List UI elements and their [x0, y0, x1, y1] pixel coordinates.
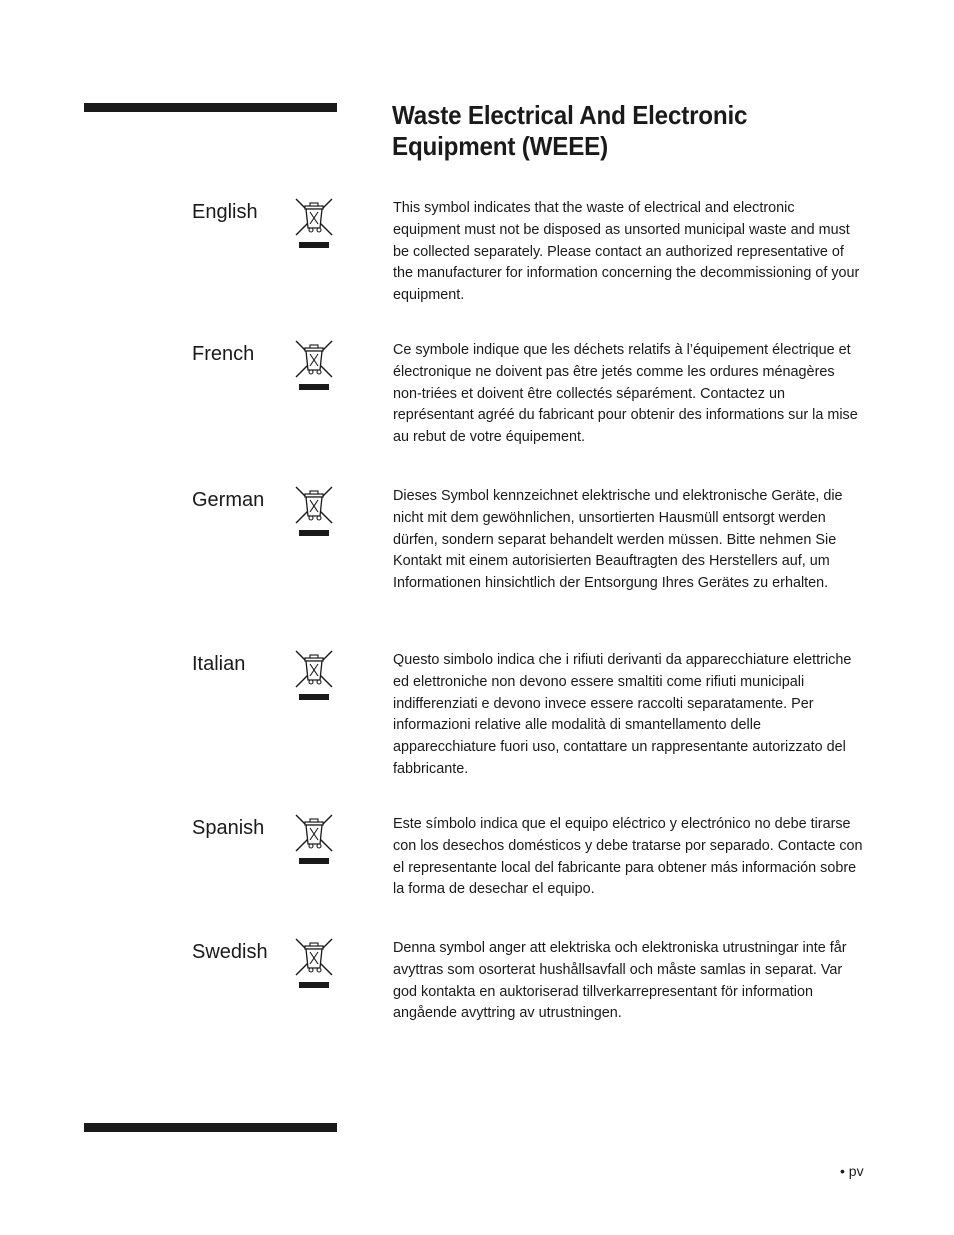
weee-bin-icon: [294, 486, 334, 542]
top-rule: [84, 103, 337, 112]
page-title: Waste Electrical And Electronic Equipment (WEEE): [392, 100, 748, 161]
weee-bin-icon: [294, 340, 334, 396]
language-label: German: [192, 489, 265, 511]
language-label: Swedish: [192, 941, 268, 963]
section-text: Denna symbol anger att elektriska och elektroniska utrustningar inte får avyttras som osorterat hushållsavfall och måste samlas in separat. Var god kontakta en auktoriserad tillverkarrepresentant för information angående avyttring av utrustningen.: [393, 940, 847, 1022]
section-text: This symbol indicates that the waste of electrical and electronic equipment must not be disposed as unsorted municipal waste and must be collected separately. Please contact an authorized representative of the manufacturer for information concerning the decommissioning of your equipment.: [393, 200, 860, 304]
language-label: English: [192, 201, 258, 223]
weee-bin-icon: [294, 938, 334, 994]
language-label: French: [192, 343, 255, 365]
language-label: Italian: [192, 653, 246, 675]
page-number: • pv: [840, 1163, 864, 1179]
language-label: Spanish: [192, 817, 265, 839]
bottom-rule: [84, 1123, 337, 1132]
weee-bin-icon: [294, 814, 334, 870]
section-text: Questo simbolo indica che i rifiuti derivanti da apparecchiature elettriche ed elettroniche non devono essere smaltiti come rifiuti municipali indifferenziati e devono invece essere raccolti separatamente. Per informazioni relative alle modalità di smantellamento delle apparecchiature fuori uso, contattare un rappresentante autorizzato del fabbricante.: [393, 652, 852, 777]
section-text: Este símbolo indica que el equipo eléctrico y electrónico no debe tirarse con los desechos domésticos y debe tratarse por separado. Contacte con el representante local del fabricante para obtener más información sobre la forma de desechar el equipo.: [393, 816, 863, 898]
section-text: Dieses Symbol kennzeichnet elektrische und elektronische Geräte, die nicht mit dem gewöhnlichen, unsortierten Hausmüll entsorgt werden dürfen, sondern separat behandelt werden müssen. Bitte nehmen Sie Kontakt mit einem autorisierten Beauftragten des Herstellers auf, um Informationen hinsichtlich der Entsorgung Ihres Gerätes zu erhalten.: [393, 488, 843, 592]
weee-bin-icon: [294, 198, 334, 254]
weee-bin-icon: [294, 650, 334, 706]
section-text: Ce symbole indique que les déchets relatifs à l’équipement électrique et électronique ne doivent pas être jetés comme les ordures ménagères non-triées et doivent être collectés séparément. Contactez un représentant agréé du fabricant pour obtenir des informations sur la mise au rebut de votre équipement.: [393, 342, 858, 446]
